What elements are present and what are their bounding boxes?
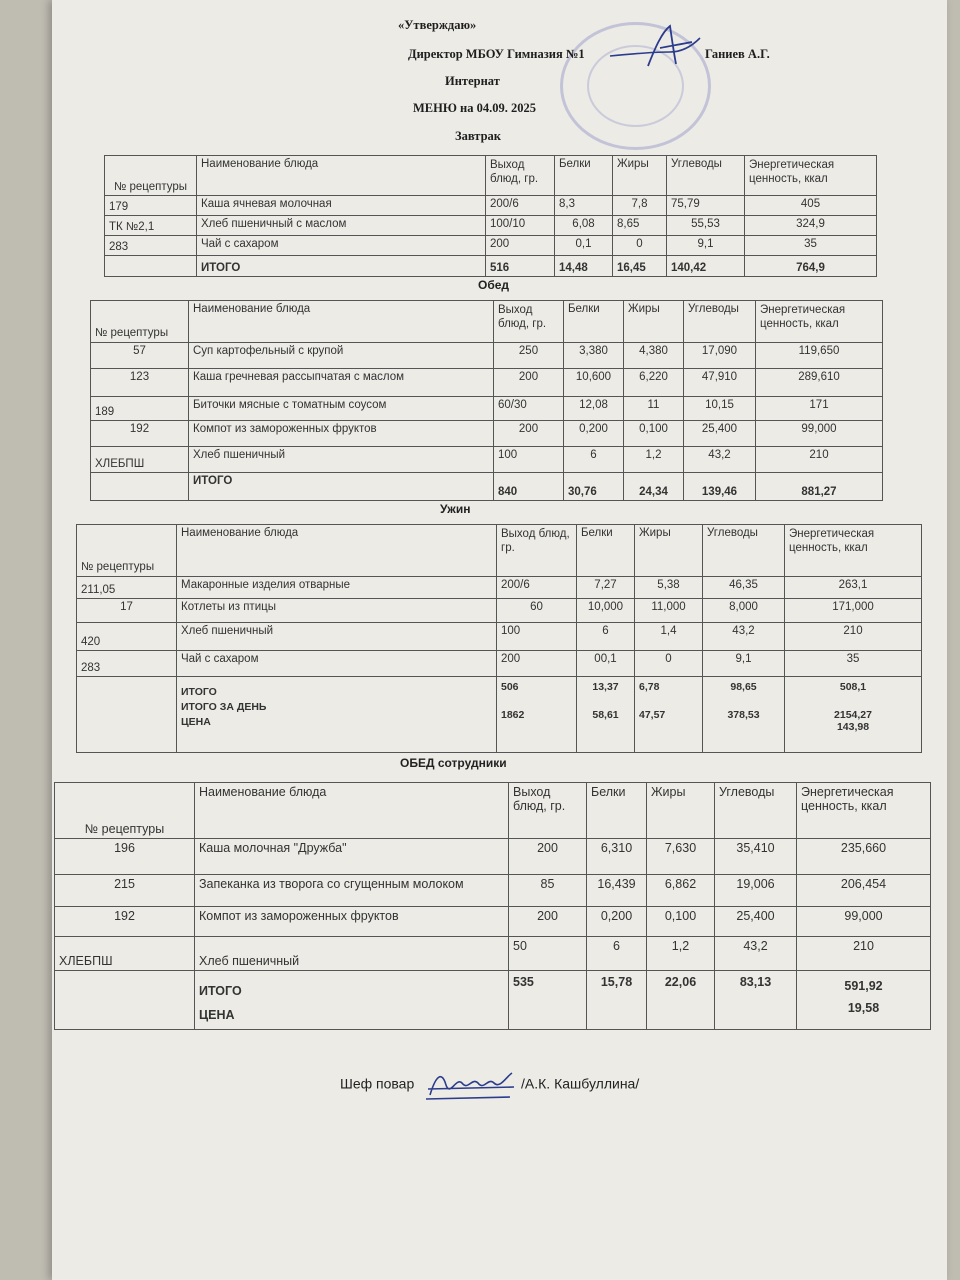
table-header-row bbox=[77, 525, 922, 577]
cell: 764,9 bbox=[745, 256, 877, 277]
cell bbox=[497, 677, 577, 753]
cell: 50 bbox=[509, 937, 587, 971]
cell: Хлеб пшеничный bbox=[177, 623, 497, 651]
cell: 9,1 bbox=[667, 236, 745, 256]
cell: 3,380 bbox=[564, 343, 624, 369]
cell bbox=[577, 677, 635, 753]
cell: 200/6 bbox=[497, 577, 577, 599]
breakfast-title: Завтрак bbox=[455, 129, 501, 143]
cell: 0,100 bbox=[647, 907, 715, 937]
table-row bbox=[105, 236, 877, 256]
total-row bbox=[105, 256, 877, 277]
cell: Компот из замороженных фруктов bbox=[195, 907, 509, 937]
lunch-table bbox=[90, 300, 883, 501]
chef-signature-line bbox=[340, 1065, 639, 1105]
day-total-value: 2154,27 bbox=[834, 709, 872, 721]
cell: 263,1 bbox=[785, 577, 922, 599]
cell: 8,000 bbox=[703, 599, 785, 623]
col-dish: Наименование блюда bbox=[177, 525, 497, 577]
total-value: 6,78 bbox=[639, 681, 660, 693]
table-row bbox=[91, 421, 883, 447]
col-recipe: № рецептуры bbox=[55, 783, 195, 839]
cell: 11,000 bbox=[635, 599, 703, 623]
cell: Каша гречневая рассыпчатая с маслом bbox=[189, 369, 494, 397]
cell: ХЛЕБПШ bbox=[91, 447, 189, 473]
cell: 840 bbox=[494, 473, 564, 501]
cell: 200/6 bbox=[486, 196, 555, 216]
cell: 200 bbox=[486, 236, 555, 256]
cell: 99,000 bbox=[756, 421, 883, 447]
day-total-value: 58,61 bbox=[592, 709, 619, 721]
total-label: ИТОГО bbox=[181, 686, 217, 698]
cell bbox=[635, 677, 703, 753]
cell: 100 bbox=[494, 447, 564, 473]
table-row bbox=[77, 623, 922, 651]
breakfast-table bbox=[104, 155, 877, 277]
cell: 9,1 bbox=[703, 651, 785, 677]
table-row bbox=[91, 397, 883, 421]
cell: Макаронные изделия отварные bbox=[177, 577, 497, 599]
cell bbox=[797, 971, 931, 1030]
director-signature bbox=[600, 18, 710, 73]
dinner-title: Ужин bbox=[440, 502, 471, 516]
cell bbox=[91, 473, 189, 501]
cell: 60 bbox=[497, 599, 577, 623]
cell: 171 bbox=[756, 397, 883, 421]
cell: 25,400 bbox=[715, 907, 797, 937]
cell: 8,65 bbox=[613, 216, 667, 236]
cell: 100 bbox=[497, 623, 577, 651]
cell: 43,2 bbox=[715, 937, 797, 971]
cell: 211,05 bbox=[77, 577, 177, 599]
cell: Хлеб пшеничный bbox=[189, 447, 494, 473]
table-row bbox=[77, 599, 922, 623]
cell: 5,38 bbox=[635, 577, 703, 599]
approve-label: «Утверждаю» bbox=[398, 18, 477, 32]
cell: 171,000 bbox=[785, 599, 922, 623]
table-row bbox=[55, 907, 931, 937]
cell: 6 bbox=[564, 447, 624, 473]
col-energy: Энергетическая ценность, ккал bbox=[756, 301, 883, 343]
table-row bbox=[91, 369, 883, 397]
cell: 30,76 bbox=[564, 473, 624, 501]
cell: 19,006 bbox=[715, 875, 797, 907]
cell: 85 bbox=[509, 875, 587, 907]
cell bbox=[55, 971, 195, 1030]
cell: 17,090 bbox=[684, 343, 756, 369]
cell: 0,200 bbox=[564, 421, 624, 447]
table-row bbox=[55, 937, 931, 971]
total-label: ИТОГО bbox=[199, 984, 242, 998]
cell bbox=[105, 256, 197, 277]
col-yield: Выход блюд, гр. bbox=[486, 156, 555, 196]
staff-table bbox=[54, 782, 931, 1030]
place-label: Интернат bbox=[445, 74, 500, 88]
cell: 4,380 bbox=[624, 343, 684, 369]
cell: 200 bbox=[509, 839, 587, 875]
cell: 8,3 bbox=[555, 196, 613, 216]
cell: 6,862 bbox=[647, 875, 715, 907]
col-yield: Выход блюд, гр. bbox=[494, 301, 564, 343]
cell: 7,27 bbox=[577, 577, 635, 599]
table-row bbox=[105, 196, 877, 216]
table-row bbox=[77, 577, 922, 599]
cell: 200 bbox=[497, 651, 577, 677]
cell: 420 bbox=[77, 623, 177, 651]
price-label: ЦЕНА bbox=[199, 1008, 235, 1022]
cell: 283 bbox=[105, 236, 197, 256]
col-fat: Жиры bbox=[624, 301, 684, 343]
cell: 16,439 bbox=[587, 875, 647, 907]
cell: 235,660 bbox=[797, 839, 931, 875]
col-yield: Выход блюд, гр. bbox=[497, 525, 577, 577]
cell: 324,9 bbox=[745, 216, 877, 236]
cell: 179 bbox=[105, 196, 197, 216]
cell: ХЛЕБПШ bbox=[55, 937, 195, 971]
cell: 24,34 bbox=[624, 473, 684, 501]
col-dish: Наименование блюда bbox=[189, 301, 494, 343]
cell bbox=[195, 971, 509, 1030]
cell: 200 bbox=[494, 421, 564, 447]
cell bbox=[785, 677, 922, 753]
staff-title: ОБЕД сотрудники bbox=[400, 756, 507, 770]
cell: 1,2 bbox=[624, 447, 684, 473]
total-row bbox=[55, 971, 931, 1030]
cell: 16,45 bbox=[613, 256, 667, 277]
cell: 60/30 bbox=[494, 397, 564, 421]
cell: 192 bbox=[55, 907, 195, 937]
cell: 57 bbox=[91, 343, 189, 369]
cell: 17 bbox=[77, 599, 177, 623]
total-value: 83,13 bbox=[715, 971, 797, 1030]
col-fat: Жиры bbox=[647, 783, 715, 839]
cell: 14,48 bbox=[555, 256, 613, 277]
day-total-value: 378,53 bbox=[727, 709, 760, 721]
cell: 43,2 bbox=[684, 447, 756, 473]
cell: 100/10 bbox=[486, 216, 555, 236]
cell: 12,08 bbox=[564, 397, 624, 421]
col-carbs: Углеводы bbox=[684, 301, 756, 343]
cell: Хлеб пшеничный bbox=[195, 937, 509, 971]
cell: Хлеб пшеничный с маслом bbox=[197, 216, 486, 236]
lunch-title: Обед bbox=[478, 278, 510, 292]
cell: 139,46 bbox=[684, 473, 756, 501]
cell: 1,4 bbox=[635, 623, 703, 651]
cell: 35 bbox=[745, 236, 877, 256]
cell: 6 bbox=[577, 623, 635, 651]
cell: 405 bbox=[745, 196, 877, 216]
cell: 210 bbox=[756, 447, 883, 473]
price-value: 19,58 bbox=[847, 1001, 880, 1015]
table-row bbox=[91, 343, 883, 369]
total-value: 13,37 bbox=[592, 681, 619, 693]
col-recipe: № рецептуры bbox=[91, 301, 189, 343]
cell: 25,400 bbox=[684, 421, 756, 447]
cell: 215 bbox=[55, 875, 195, 907]
table-header-row bbox=[55, 783, 931, 839]
cell: 0,100 bbox=[624, 421, 684, 447]
cell: 516 bbox=[486, 256, 555, 277]
cell: 6,08 bbox=[555, 216, 613, 236]
cell: Суп картофельный с крупой bbox=[189, 343, 494, 369]
table-row bbox=[91, 447, 883, 473]
cell: 881,27 bbox=[756, 473, 883, 501]
col-carbs: Углеводы bbox=[703, 525, 785, 577]
cell: 123 bbox=[91, 369, 189, 397]
day-total-value: 1862 bbox=[501, 709, 525, 721]
cell: 75,79 bbox=[667, 196, 745, 216]
cell: 10,600 bbox=[564, 369, 624, 397]
table-header-row bbox=[91, 301, 883, 343]
cell: 46,35 bbox=[703, 577, 785, 599]
chef-signature bbox=[422, 1065, 517, 1105]
cell: 7,8 bbox=[613, 196, 667, 216]
total-value: 508,1 bbox=[839, 681, 867, 693]
cell: 196 bbox=[55, 839, 195, 875]
cell bbox=[703, 677, 785, 753]
cell: 7,630 bbox=[647, 839, 715, 875]
day-total-label: ИТОГО ЗА ДЕНЬ bbox=[181, 701, 267, 713]
cell: 6 bbox=[587, 937, 647, 971]
cell: ТК №2,1 bbox=[105, 216, 197, 236]
col-carbs: Углеводы bbox=[667, 156, 745, 196]
col-protein: Белки bbox=[555, 156, 613, 196]
director-name: Ганиев А.Г. bbox=[705, 47, 770, 61]
cell: 47,910 bbox=[684, 369, 756, 397]
day-total-value: 47,57 bbox=[639, 709, 666, 721]
total-row bbox=[91, 473, 883, 501]
cell: 189 bbox=[91, 397, 189, 421]
dinner-table bbox=[76, 524, 922, 753]
cell: 289,610 bbox=[756, 369, 883, 397]
col-dish: Наименование блюда bbox=[197, 156, 486, 196]
cell: 99,000 bbox=[797, 907, 931, 937]
cell: 1,2 bbox=[647, 937, 715, 971]
col-fat: Жиры bbox=[635, 525, 703, 577]
cell: ИТОГО bbox=[189, 473, 494, 501]
menu-date: МЕНЮ на 04.09. 2025 bbox=[413, 101, 537, 115]
table-row bbox=[55, 839, 931, 875]
table-row bbox=[77, 651, 922, 677]
cell: 0,1 bbox=[555, 236, 613, 256]
cell: 200 bbox=[494, 369, 564, 397]
col-energy: Энергетическая ценность, ккал bbox=[785, 525, 922, 577]
cell: 55,53 bbox=[667, 216, 745, 236]
cell: 43,2 bbox=[703, 623, 785, 651]
cell: 200 bbox=[509, 907, 587, 937]
table-header-row bbox=[105, 156, 877, 196]
col-energy: Энергетическая ценность, ккал bbox=[745, 156, 877, 196]
cell: Запеканка из творога со сгущенным молоком bbox=[195, 875, 509, 907]
total-value: 591,92 bbox=[844, 979, 883, 993]
total-value: 506 bbox=[501, 681, 519, 693]
total-value: 15,78 bbox=[587, 971, 647, 1030]
cell: 283 bbox=[77, 651, 177, 677]
col-recipe: № рецептуры bbox=[77, 525, 177, 577]
col-protein: Белки bbox=[564, 301, 624, 343]
cell: 35 bbox=[785, 651, 922, 677]
col-recipe: № рецептуры bbox=[105, 156, 197, 196]
col-fat: Жиры bbox=[613, 156, 667, 196]
total-row bbox=[77, 677, 922, 753]
cell: 250 bbox=[494, 343, 564, 369]
cell: Биточки мясные с томатным соусом bbox=[189, 397, 494, 421]
col-yield: Выход блюд, гр. bbox=[509, 783, 587, 839]
cell: Чай с сахаром bbox=[197, 236, 486, 256]
chef-name: /А.К. Кашбуллина/ bbox=[521, 1075, 640, 1092]
cell: 210 bbox=[785, 623, 922, 651]
cell: 192 bbox=[91, 421, 189, 447]
table-row bbox=[55, 875, 931, 907]
cell: 6,220 bbox=[624, 369, 684, 397]
cell: Компот из замороженных фруктов bbox=[189, 421, 494, 447]
total-value: 22,06 bbox=[647, 971, 715, 1030]
cell: 210 bbox=[797, 937, 931, 971]
cell bbox=[177, 677, 497, 753]
cell: 206,454 bbox=[797, 875, 931, 907]
cell: 10,000 bbox=[577, 599, 635, 623]
col-dish: Наименование блюда bbox=[195, 783, 509, 839]
director-title: Директор МБОУ Гимназия №1 bbox=[408, 47, 585, 61]
price-value: 143,98 bbox=[836, 721, 870, 733]
cell: Котлеты из птицы bbox=[177, 599, 497, 623]
total-value: 98,65 bbox=[730, 681, 757, 693]
table-row bbox=[105, 216, 877, 236]
cell: 0 bbox=[635, 651, 703, 677]
col-protein: Белки bbox=[577, 525, 635, 577]
chef-label: Шеф повар bbox=[340, 1075, 415, 1092]
cell: Каша молочная "Дружба" bbox=[195, 839, 509, 875]
cell: 0,200 bbox=[587, 907, 647, 937]
cell: 00,1 bbox=[577, 651, 635, 677]
cell: 10,15 bbox=[684, 397, 756, 421]
cell: ИТОГО bbox=[197, 256, 486, 277]
cell: 140,42 bbox=[667, 256, 745, 277]
price-label: ЦЕНА bbox=[181, 716, 211, 728]
total-value: 535 bbox=[509, 971, 587, 1030]
cell: Каша ячневая молочная bbox=[197, 196, 486, 216]
cell: 6,310 bbox=[587, 839, 647, 875]
col-carbs: Углеводы bbox=[715, 783, 797, 839]
cell: 0 bbox=[613, 236, 667, 256]
cell: Чай с сахаром bbox=[177, 651, 497, 677]
col-energy: Энергетическая ценность, ккал bbox=[797, 783, 931, 839]
col-protein: Белки bbox=[587, 783, 647, 839]
cell bbox=[77, 677, 177, 753]
cell: 35,410 bbox=[715, 839, 797, 875]
cell: 119,650 bbox=[756, 343, 883, 369]
cell: 11 bbox=[624, 397, 684, 421]
